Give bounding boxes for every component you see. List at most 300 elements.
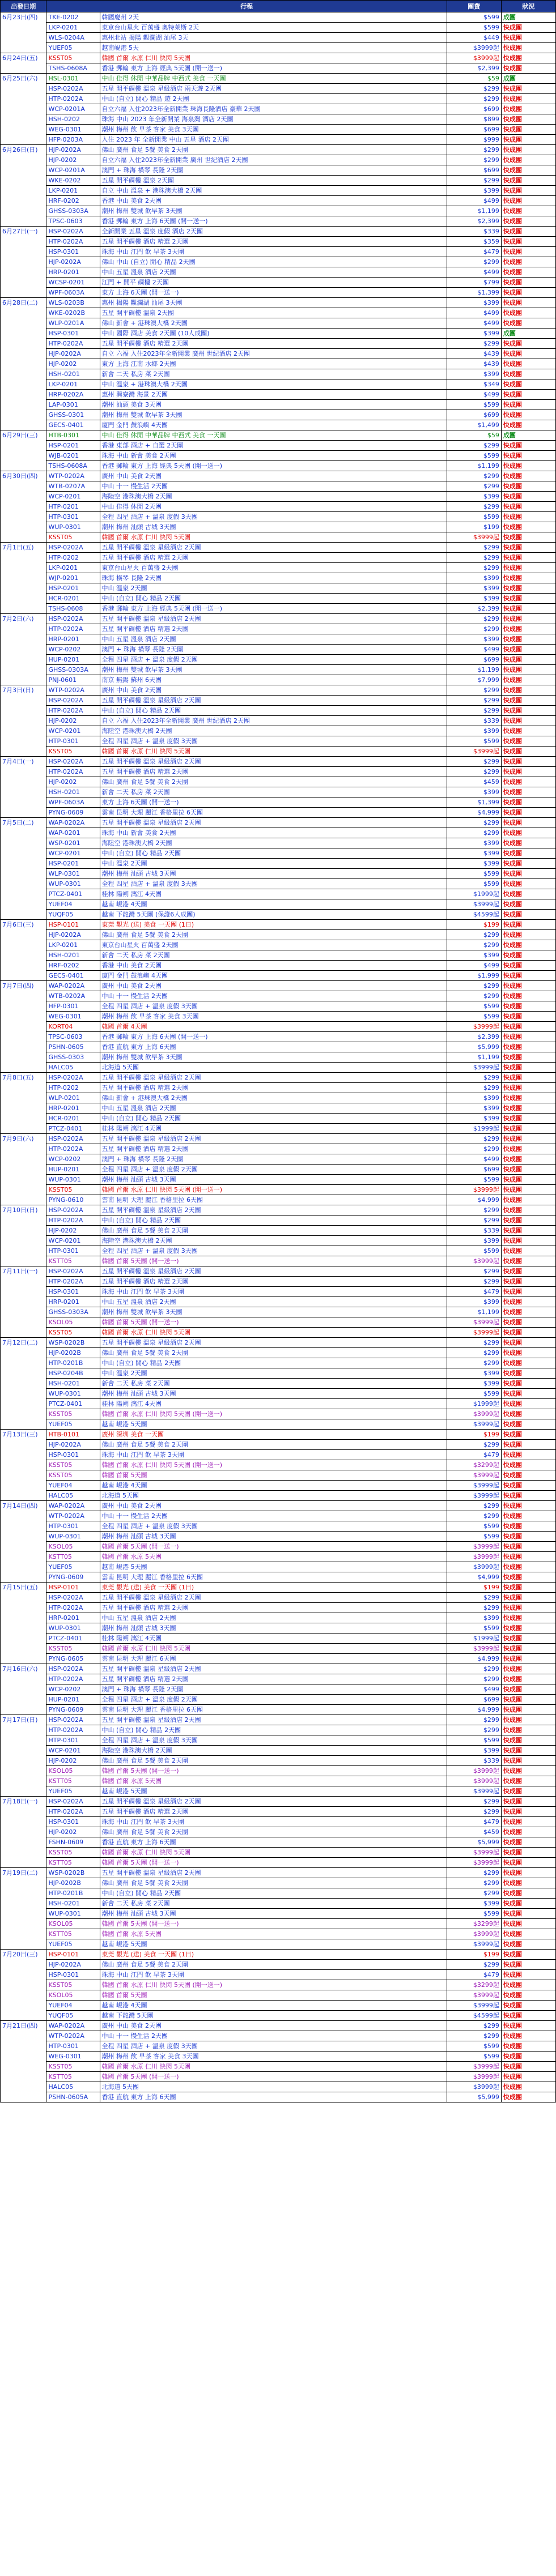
- table-row: [1, 1909, 556, 1919]
- itinerary-name: 韓國 首爾 水原 仁川 快閃 5天團: [100, 2062, 447, 2072]
- tour-code: HUP-0201: [46, 1165, 100, 1175]
- tour-code: WCP-0201: [46, 1236, 100, 1246]
- tour-status: 快成團: [501, 1103, 555, 1114]
- tour-code: HJP-0202: [46, 1226, 100, 1236]
- tour-status: 快成團: [501, 359, 555, 369]
- itinerary-name: 自立六福 入住2023年全新開業 廣州 世紀酒店 2天團: [100, 155, 447, 165]
- tour-code: WLP-0201: [46, 1093, 100, 1103]
- tour-status: 快成團: [501, 1001, 555, 1012]
- tour-code: HSP-0202A: [46, 1073, 100, 1083]
- tour-status: 快成團: [501, 563, 555, 573]
- tour-status: 快成團: [501, 390, 555, 400]
- tour-price: $299: [447, 339, 501, 349]
- tour-code: HSH-0201: [46, 787, 100, 797]
- table-row: [1, 1460, 556, 1470]
- tour-status: 成團: [501, 329, 555, 339]
- tour-status: 快成團: [501, 583, 555, 594]
- tour-price: $299: [447, 176, 501, 186]
- tour-status: 快成團: [501, 716, 555, 726]
- itinerary-name: 自立六福 入住2023年全新開業 珠海長隆酒店 豪華 2天團: [100, 104, 447, 114]
- tour-status: 快成團: [501, 818, 555, 828]
- tour-code: HSP-0101: [46, 920, 100, 930]
- tour-status: 快成團: [501, 1756, 555, 1766]
- itinerary-name: 中山 五星 溫泉 酒店 2天團: [100, 1297, 447, 1307]
- tour-price: $3999起: [447, 1063, 501, 1073]
- tour-price: $299: [447, 1277, 501, 1287]
- tour-code: PSHN-0605A: [46, 2092, 100, 2102]
- itinerary-name: 香港 中山 美食 2天團: [100, 196, 447, 206]
- tour-code: YUEF05: [46, 1562, 100, 1572]
- tour-status: 快成團: [501, 1878, 555, 1888]
- tour-price: $599: [447, 869, 501, 879]
- tour-price: $499: [447, 390, 501, 400]
- tour-status: 快成團: [501, 1093, 555, 1103]
- tour-code: HSH-0201: [46, 1899, 100, 1909]
- departure-date: 7月17日(日): [1, 1715, 46, 1797]
- departure-date: 7月3日(日): [1, 685, 46, 757]
- tour-code: HFP-0301: [46, 1001, 100, 1012]
- itinerary-name: 澳門 + 珠海 橫琴 長隆 2天團: [100, 1154, 447, 1165]
- table-row: [1, 1511, 556, 1521]
- tour-status: 快成團: [501, 84, 555, 94]
- tour-price: $299: [447, 155, 501, 165]
- table-row: [1, 512, 556, 522]
- tour-price: $299: [447, 1083, 501, 1093]
- tour-price: $359: [447, 237, 501, 247]
- tour-price: $499: [447, 961, 501, 971]
- tour-price: $3999起: [447, 899, 501, 910]
- tour-code: HTP-0202A: [46, 1725, 100, 1735]
- tour-code: WUP-0301: [46, 1623, 100, 1634]
- tour-status: 快成團: [501, 267, 555, 278]
- tour-status: 快成團: [501, 1450, 555, 1460]
- tour-price: $2,399: [447, 604, 501, 614]
- tour-price: $1,199: [447, 461, 501, 471]
- tour-code: KSTT05: [46, 2072, 100, 2082]
- table-row: [1, 1919, 556, 1929]
- tour-code: LAP-0301: [46, 400, 100, 410]
- table-row: [1, 369, 556, 379]
- tour-status: 快成團: [501, 1695, 555, 1705]
- tour-code: KSOL05: [46, 1766, 100, 1776]
- tour-status: 快成團: [501, 899, 555, 910]
- tour-code: HJP-0202B: [46, 1878, 100, 1888]
- tour-price: $599: [447, 1532, 501, 1542]
- tour-status: 快成團: [501, 1797, 555, 1807]
- tour-status: 快成團: [501, 1827, 555, 1837]
- itinerary-name: 中山 十一 慢生活 2天團: [100, 481, 447, 492]
- tour-status: 快成團: [501, 930, 555, 940]
- tour-status: 快成團: [501, 848, 555, 859]
- tour-status: 快成團: [501, 308, 555, 318]
- tour-code: HJP-0202A: [46, 1960, 100, 1970]
- tour-price: $4,999: [447, 1572, 501, 1583]
- table-row: [1, 1644, 556, 1654]
- tour-status: 快成團: [501, 2082, 555, 2092]
- tour-code: GHSS-0303A: [46, 1307, 100, 1317]
- tour-status: 快成團: [501, 1205, 555, 1216]
- itinerary-name: 中山 國際 酒店 美食 2天團 (10人成團): [100, 329, 447, 339]
- itinerary-name: 潮州 梅州 飲 早茶 客家 美食 3天團: [100, 1012, 447, 1022]
- tour-status: 快成團: [501, 1277, 555, 1287]
- table-row: [1, 1786, 556, 1797]
- table-row: [1, 23, 556, 33]
- table-row: [1, 1368, 556, 1379]
- tour-price: $399: [447, 186, 501, 196]
- table-row: [1, 237, 556, 247]
- table-row: [1, 1317, 556, 1328]
- table-row: [1, 1001, 556, 1012]
- table-row: [1, 696, 556, 706]
- tour-code: WUP-0301: [46, 1909, 100, 1919]
- tour-status: 快成團: [501, 665, 555, 675]
- tour-status: 快成團: [501, 706, 555, 716]
- tour-code: HJP-0202: [46, 359, 100, 369]
- table-row: [1, 899, 556, 910]
- table-row: [1, 125, 556, 135]
- tour-status: 快成團: [501, 1868, 555, 1878]
- table-row: [1, 1185, 556, 1195]
- table-row: [1, 1766, 556, 1776]
- tour-price: $299: [447, 1868, 501, 1878]
- tour-code: HTB-0101: [46, 1430, 100, 1440]
- itinerary-name: 東方 上海 6天團 (開一送一): [100, 288, 447, 298]
- tour-price: $3999起: [447, 1929, 501, 1939]
- table-row: [1, 1837, 556, 1848]
- itinerary-name: 江門 + 開平 碉樓 2天團: [100, 278, 447, 288]
- table-row: [1, 1277, 556, 1287]
- table-row: [1, 2072, 556, 2082]
- tour-code: HSP-0101: [46, 1583, 100, 1593]
- itinerary-name: 五星 開平碉樓 溫泉 2天團: [100, 176, 447, 186]
- tour-status: 快成團: [501, 2021, 555, 2031]
- itinerary-name: 雲南 昆明 大理 麗江 香格里拉 6天團: [100, 1195, 447, 1205]
- itinerary-name: 韓國 首爾 5天團 (開一送一): [100, 2072, 447, 2082]
- itinerary-name: 佛山 廣州 食足 5餐 美食 2天團: [100, 1827, 447, 1837]
- tour-code: HSP-0202A: [46, 1205, 100, 1216]
- tour-price: $3999起: [447, 2082, 501, 2092]
- tour-code: WTB-0202A: [46, 991, 100, 1001]
- tour-status: 快成團: [501, 604, 555, 614]
- table-row: [1, 2031, 556, 2041]
- table-row: [1, 1583, 556, 1593]
- table-row: [1, 859, 556, 869]
- tour-code: HJP-0202: [46, 155, 100, 165]
- itinerary-name: 五星 開平碉樓 溫泉 星級酒店 2天團: [100, 1664, 447, 1674]
- tour-status: 快成團: [501, 206, 555, 216]
- tour-status: 快成團: [501, 1073, 555, 1083]
- tour-status: 快成團: [501, 1848, 555, 1858]
- itinerary-name: 中山 十一 慢生活 2天團: [100, 1511, 447, 1521]
- tour-status: 快成團: [501, 1786, 555, 1797]
- departure-date: 6月29日(三): [1, 430, 46, 471]
- tour-status: 快成團: [501, 1165, 555, 1175]
- tour-status: 快成團: [501, 1654, 555, 1664]
- itinerary-name: 東莞 觀光 (送) 美食 一天團 (1日): [100, 1950, 447, 1960]
- table-row: [1, 1175, 556, 1185]
- tour-price: $3999起: [447, 1481, 501, 1491]
- tour-price: $299: [447, 1593, 501, 1603]
- table-row: [1, 1236, 556, 1246]
- departure-date: 7月18日(一): [1, 1797, 46, 1868]
- tour-status: 快成團: [501, 1909, 555, 1919]
- table-row: [1, 1114, 556, 1124]
- tour-code: WKE-0202: [46, 176, 100, 186]
- table-row: [1, 1888, 556, 1899]
- tour-price: $3299起: [447, 1460, 501, 1470]
- departure-date: 7月13日(三): [1, 1430, 46, 1501]
- table-row: [1, 1470, 556, 1481]
- tour-status: 快成團: [501, 1175, 555, 1185]
- tour-code: TSHS-0608: [46, 604, 100, 614]
- itinerary-name: 全程 四星 酒店 + 溫泉 度假 3天團: [100, 1001, 447, 1012]
- tour-status: 快成團: [501, 481, 555, 492]
- tour-code: WPF-0603A: [46, 797, 100, 808]
- tour-status: 快成團: [501, 1032, 555, 1042]
- tour-code: HTP-0202A: [46, 1216, 100, 1226]
- tour-code: HALC05: [46, 2082, 100, 2092]
- tour-price: $299: [447, 940, 501, 950]
- itinerary-name: 南京 無錫 蘇州 6天團: [100, 675, 447, 685]
- table-row: [1, 1746, 556, 1756]
- departure-date: 7月7日(四): [1, 981, 46, 1073]
- tour-price: $399: [447, 1114, 501, 1124]
- tour-status: 快成團: [501, 379, 555, 390]
- table-row: [1, 1063, 556, 1073]
- itinerary-name: 佛山 新會 + 港珠澳大橋 2天團: [100, 1093, 447, 1103]
- itinerary-name: 韓國 首爾 5天團 (開一送一): [100, 1919, 447, 1929]
- tour-price: $299: [447, 685, 501, 696]
- table-row: [1, 1725, 556, 1735]
- table-header-row: [1, 1, 556, 12]
- itinerary-name: 珠海 中山 江門 飲 早茶 3天團: [100, 1450, 447, 1460]
- tour-code: WLS-0203B: [46, 298, 100, 308]
- tour-code: HRP-0201: [46, 1297, 100, 1307]
- tour-code: WCSP-0201: [46, 278, 100, 288]
- itinerary-name: 韓國 首爾 水原 仁川 快閃 5天團 (開一送一): [100, 1460, 447, 1470]
- departure-date: 7月6日(三): [1, 920, 46, 981]
- itinerary-name: 全程 四星 酒店 + 溫泉 度假 3天團: [100, 1246, 447, 1256]
- departure-date: 7月16日(六): [1, 1664, 46, 1715]
- tour-price: $299: [447, 981, 501, 991]
- table-row: [1, 1379, 556, 1389]
- table-row: [1, 1419, 556, 1430]
- tour-price: $3999起: [447, 1939, 501, 1950]
- tour-price: $599: [447, 1246, 501, 1256]
- table-row: [1, 349, 556, 359]
- tour-code: KSST05: [46, 1644, 100, 1654]
- tour-code: WEG-0301: [46, 2052, 100, 2062]
- tour-code: GHSS-0301: [46, 410, 100, 420]
- table-row: [1, 1287, 556, 1297]
- tour-code: HSP-0202A: [46, 84, 100, 94]
- tour-status: 快成團: [501, 736, 555, 747]
- itinerary-name: 新會 二天 私房 菜 2天團: [100, 369, 447, 379]
- tour-price: $399: [447, 1368, 501, 1379]
- tour-price: $599: [447, 2041, 501, 2052]
- tour-status: 快成團: [501, 23, 555, 33]
- table-row: [1, 797, 556, 808]
- tour-price: $299: [447, 1807, 501, 1817]
- tour-price: $4,999: [447, 1195, 501, 1205]
- table-row: [1, 787, 556, 797]
- tour-status: 快成團: [501, 940, 555, 950]
- tour-code: PYNG-0609: [46, 808, 100, 818]
- table-row: [1, 1358, 556, 1368]
- itinerary-name: 珠海 中山 江門 飲 早茶 3天團: [100, 1970, 447, 1980]
- table-row: [1, 33, 556, 43]
- tour-price: $699: [447, 1695, 501, 1705]
- tour-price: $449: [447, 33, 501, 43]
- table-row: [1, 1603, 556, 1613]
- tour-code: HTP-0202: [46, 553, 100, 563]
- tour-code: WAP-0202A: [46, 818, 100, 828]
- tour-price: $2,399: [447, 1032, 501, 1042]
- tour-price: $3999起: [447, 43, 501, 53]
- tour-code: HSP-0202A: [46, 1593, 100, 1603]
- tour-status: 快成團: [501, 1929, 555, 1939]
- tour-status: 快成團: [501, 1776, 555, 1786]
- tour-code: HRP-0201: [46, 1103, 100, 1114]
- tour-status: 快成團: [501, 777, 555, 787]
- tour-price: $3999起: [447, 1776, 501, 1786]
- tour-price: $299: [447, 1358, 501, 1368]
- tour-price: $699: [447, 410, 501, 420]
- table-row: [1, 1817, 556, 1827]
- itinerary-name: 香港 直航 東方 上海 6天團: [100, 2092, 447, 2102]
- itinerary-name: 香港 中山 美食 2天團: [100, 961, 447, 971]
- itinerary-name: 韓國 首爾 水原 仁川 快閃 5天團: [100, 532, 447, 543]
- tour-status: 快成團: [501, 594, 555, 604]
- table-row: [1, 1562, 556, 1572]
- tour-status: 快成團: [501, 196, 555, 206]
- table-row: [1, 645, 556, 655]
- tour-code: LKP-0201: [46, 563, 100, 573]
- tour-status: 快成團: [501, 1634, 555, 1644]
- tour-price: $299: [447, 828, 501, 838]
- tour-price: $399: [447, 1236, 501, 1246]
- itinerary-name: 五星 開平碉樓 酒店 精選 2天團: [100, 237, 447, 247]
- tour-status: 快成團: [501, 1470, 555, 1481]
- tour-price: $1,499: [447, 420, 501, 430]
- table-row: [1, 1195, 556, 1205]
- itinerary-name: 越南 峴港 5天團: [100, 1419, 447, 1430]
- tour-price: $459: [447, 777, 501, 787]
- tour-price: $299: [447, 1144, 501, 1154]
- tour-status: 快成團: [501, 1674, 555, 1684]
- tour-status: 快成團: [501, 532, 555, 543]
- itinerary-name: 中山 溫泉 + 港珠澳大橋 2天團: [100, 379, 447, 390]
- table-row: [1, 155, 556, 165]
- tour-price: $479: [447, 1817, 501, 1827]
- tour-code: HSH-0201: [46, 950, 100, 961]
- table-row: [1, 736, 556, 747]
- tour-status: 快成團: [501, 1144, 555, 1154]
- itinerary-name: 珠海 橫琴 長隆 2天團: [100, 573, 447, 583]
- table-row: [1, 767, 556, 777]
- tour-code: KSTT05: [46, 1776, 100, 1786]
- tour-code: HTP-0202A: [46, 706, 100, 716]
- departure-date: 7月21日(四): [1, 2021, 46, 2102]
- itinerary-name: 珠海 中山 2023 年全新開業 海泉灣 酒店 2天團: [100, 114, 447, 125]
- table-row: [1, 1409, 556, 1419]
- table-row: [1, 1929, 556, 1939]
- tour-price: $599: [447, 451, 501, 461]
- table-row: [1, 145, 556, 155]
- table-row: [1, 1481, 556, 1491]
- tour-code: HJP-0202A: [46, 145, 100, 155]
- table-row: [1, 1807, 556, 1817]
- itinerary-name: 五星 開平碉樓 溫泉 星級酒店 2天團: [100, 1868, 447, 1878]
- tour-status: 快成團: [501, 1593, 555, 1603]
- tour-price: $59: [447, 430, 501, 441]
- tour-status: 快成團: [501, 94, 555, 104]
- tour-code: WTP-0202A: [46, 471, 100, 481]
- tour-code: HSH-0201: [46, 369, 100, 379]
- tour-code: TKE-0202: [46, 12, 100, 23]
- table-row: [1, 1715, 556, 1725]
- tour-status: 快成團: [501, 227, 555, 237]
- tour-price: $399: [447, 1103, 501, 1114]
- tour-status: 快成團: [501, 1939, 555, 1950]
- tour-status: 快成團: [501, 1552, 555, 1562]
- tour-price: $3999起: [447, 1786, 501, 1797]
- header-itinerary: 行程: [46, 1, 447, 12]
- tour-price: $3999起: [447, 1644, 501, 1654]
- table-row: [1, 1328, 556, 1338]
- tour-status: 快成團: [501, 1297, 555, 1307]
- table-row: [1, 1032, 556, 1042]
- itinerary-name: 五星 開平碉樓 酒店 精選 2天團: [100, 339, 447, 349]
- tour-price: $299: [447, 502, 501, 512]
- itinerary-name: 五星 開平碉樓 溫泉 星級酒店 2天團: [100, 1266, 447, 1277]
- itinerary-name: 全程 四星 酒店 + 溫泉 度假 3天團: [100, 1735, 447, 1746]
- tour-price: $599: [447, 2052, 501, 2062]
- tour-status: 快成團: [501, 1481, 555, 1491]
- tour-status: 快成團: [501, 2011, 555, 2021]
- tour-code: HTP-0201B: [46, 1888, 100, 1899]
- tour-status: 快成團: [501, 1644, 555, 1654]
- itinerary-name: 佛山 新會 + 港珠澳大橋 2天團: [100, 318, 447, 329]
- departure-date: 7月2日(六): [1, 614, 46, 685]
- tour-price: $339: [447, 716, 501, 726]
- tour-code: HTP-0301: [46, 1246, 100, 1256]
- tour-status: 快成團: [501, 1511, 555, 1521]
- tour-code: WEG-0301: [46, 125, 100, 135]
- tour-status: 快成團: [501, 349, 555, 359]
- table-row: [1, 461, 556, 471]
- departure-date: 7月8日(五): [1, 1073, 46, 1134]
- itinerary-name: 中山 佳得 休閒 2天團: [100, 502, 447, 512]
- table-row: [1, 1990, 556, 2001]
- tour-code: TSHS-0608A: [46, 63, 100, 74]
- itinerary-name: 韓國 首爾 水原 仁川 快閃 5天團 (開一送一): [100, 1980, 447, 1990]
- itinerary-name: 越南 峴港 5天團: [100, 1939, 447, 1950]
- tour-code: HSP-0301: [46, 329, 100, 339]
- tour-status: 快成團: [501, 339, 555, 349]
- table-row: [1, 532, 556, 543]
- table-row: [1, 1705, 556, 1715]
- table-row: [1, 278, 556, 288]
- tour-code: GHSS-0303A: [46, 665, 100, 675]
- departure-date: 7月12日(二): [1, 1338, 46, 1430]
- itinerary-name: 廣州 中山 美食 2天團: [100, 471, 447, 481]
- table-row: [1, 104, 556, 114]
- tour-code: PNJ-0601: [46, 675, 100, 685]
- tour-code: HSP-0101: [46, 1950, 100, 1960]
- table-row: [1, 543, 556, 553]
- tour-price: $3999起: [447, 2072, 501, 2082]
